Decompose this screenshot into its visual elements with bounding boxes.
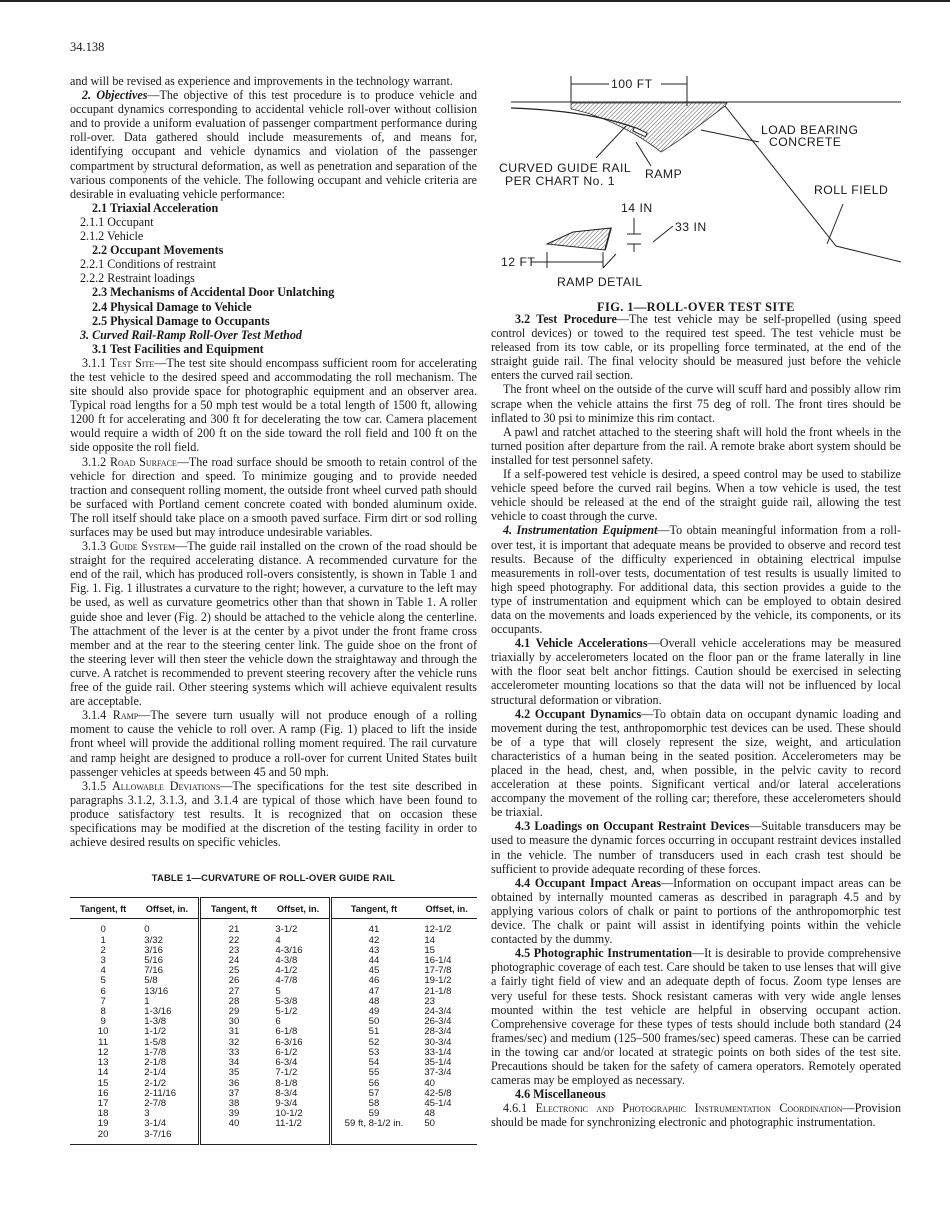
table-body-row: [70, 919, 477, 1144]
table-cell: 28-3/4: [424, 1026, 452, 1038]
outline-item: 2.1.2 Vehicle: [80, 229, 144, 244]
table-cell: 1-3/16: [144, 1006, 172, 1018]
tangent-column-2: [199, 919, 267, 1144]
section-4-5: 4.5 Photographic Instrumentation—It is desirable to provide comprehensive photographic coverage of each test. Care should be taken to use lenses that will give a fairly tight field of view and an adequate depth of focus. Zoom type lenses are very useful for these tests. Shock resistant cameras with very wide angle lenses mounted within the test vehicle are helpful in observing occupant action. Comprehensive coverage for these types of tests should include both standard (24 frames/sec) and medium (125–500 frames/sec) speed cameras. These can be carried in the towing car and/or located at strategic points on both sides of the test site. Precautions should be taken for the safety of camera operators. Remotely operated cameras may be employed as necessary.: [491, 946, 901, 1088]
table-cell: 3/16: [144, 944, 163, 956]
table-1-title: TABLE 1—CURVATURE OF ROLL-OVER GUIDE RAIL: [151, 872, 396, 884]
pawl-paragraph: A pawl and ratchet attached to the steering shaft will hold the front wheels in the turned position after departure from the rail. A remote brake abort system should be installed for test personnel safety.: [491, 424, 901, 467]
page-number: 34.138: [70, 40, 105, 54]
figure-1-caption: FIG. 1—ROLL-OVER TEST SITE: [597, 300, 795, 314]
section-3-1-heading: 3.1 Test Facilities and Equipment: [92, 341, 264, 356]
table-cell: 33: [228, 1046, 240, 1058]
table-cell: 24-3/4: [424, 1006, 452, 1018]
table-cell: 21-1/8: [424, 985, 452, 997]
per-chart-label: PER CHART No. 1: [505, 174, 615, 188]
table-cell: 55: [368, 1067, 380, 1079]
figure-1-rollover-site: [491, 66, 911, 290]
table-cell: 44: [368, 955, 380, 967]
table-cell: 29: [228, 1006, 240, 1018]
table-cell: 10-1/2: [275, 1108, 303, 1120]
table-cell: 46: [368, 975, 380, 987]
table-cell: 4-3/16: [275, 944, 303, 956]
table-cell: 8-3/4: [275, 1087, 298, 1099]
dim-14in-label: 14 IN: [621, 201, 653, 215]
table-cell: 24: [228, 955, 240, 967]
front-wheel-paragraph: The front wheel on the outside of the curve will scuff hard and possibly allow rim scrape when the vehicle attains the first 75 deg of roll. The front tires should be inflated to 30 psi to minimize this rim contact.: [491, 382, 901, 425]
dim-33in-label: 33 IN: [675, 220, 707, 234]
table-cell: 2-11/16: [144, 1087, 177, 1099]
table-cell: 6-1/8: [275, 1026, 298, 1038]
table-cell: 5/16: [144, 955, 163, 967]
section-3-2: 3.2 Test Procedure—The test vehicle may be self-propelled (using speed control devices) or towed to the required test speed. The test vehicle must be released from its tow cable, or its propelling force terminated, at the end of the straight guide rail. The final velocity should be measured just before the vehicle enters the curved rail section.: [491, 312, 901, 383]
dim-100ft-label: 100 FT: [611, 77, 653, 91]
section-3-1-5: 3.1.5 Allowable Deviations—The specifications for the test site described in paragraphs 3.1.2, 3.1.3, and 3.1.4 are typical of those which have been found to produce satisfactory test results. It is recognized that on occasion these specifications may be modified at the discretion of the testing facility in order to achieve desired results on specific vehicles.: [70, 778, 477, 850]
outline-item: 2.2 Occupant Movements: [92, 243, 224, 258]
table-cell: 59 ft, 8-1/2 in.: [344, 1118, 404, 1130]
table-cell: 13: [97, 1057, 109, 1069]
objectives-heading: Objectives: [96, 88, 148, 103]
tangent-column-1: [70, 919, 136, 1144]
section-2-objectives: 2. Objectives—The objective of this test procedure is to produce vehicle and occupant dynamics corresponding to accidental vehicle roll-over without collision and to provide a uniform evaluation of passenger compartment performance during roll-over. Data gathered should include measurements of, and means for, identifying occupant and vehicle dynamics and violation of the passenger compartment by structural deformation, as well as penetration and separation of the various components of the vehicle. The following occupant and vehicle criteria are desirable in evaluating vehicle performance:: [70, 88, 477, 201]
table-cell: 43: [368, 944, 380, 956]
table-cell: 28: [228, 995, 240, 1007]
section-3-1-2: 3.1.2 Road Surface—The road surface should be smooth to retain control of the vehicle for direction and speed. To minimize gouging and to provide needed traction and consequent rolling moment, the outside front wheel curved path should be surfaced with Portland cement concrete coated with bonded aluminum oxide. The roll itself should take place on a smooth paved surface. Firm dirt or sod rolling surfaces may be used but may introduce undesirable variables.: [70, 454, 477, 539]
table-cell: 3/32: [144, 934, 163, 946]
table-header: Tangent, ft: [330, 898, 416, 919]
table-cell: 26: [228, 975, 240, 987]
table-cell: 16-1/4: [424, 955, 452, 967]
table-cell: 9-3/4: [275, 1097, 298, 1109]
table-cell: 0: [144, 924, 150, 936]
concrete-label: CONCRETE: [769, 135, 842, 149]
table-header: Tangent, ft: [70, 898, 136, 919]
table-cell: 38: [228, 1097, 240, 1109]
table-cell: 19-1/2: [424, 975, 452, 987]
outline-item: 2.1.1 Occupant: [80, 214, 154, 229]
table-cell: 45-1/4: [424, 1097, 452, 1109]
table-cell: 1-3/8: [144, 1016, 167, 1028]
table-cell: 19: [97, 1118, 109, 1130]
table-cell: 25: [228, 965, 240, 977]
table-cell: 23: [424, 995, 435, 1007]
table-header: Offset, in.: [416, 898, 477, 919]
table-cell: 13/16: [144, 985, 169, 997]
table-cell: 40: [228, 1118, 240, 1130]
table-header: Tangent, ft: [199, 898, 267, 919]
table-cell: 3-1/4: [144, 1118, 167, 1130]
table-cell: 20: [97, 1128, 109, 1140]
table-cell: 3: [100, 955, 106, 967]
table-cell: 9: [100, 1016, 106, 1028]
table-cell: 2-1/4: [144, 1067, 167, 1079]
table-cell: 48: [368, 995, 380, 1007]
table-cell: 58: [368, 1097, 380, 1109]
ramp-detail-shape: [547, 228, 611, 250]
table-cell: 59: [368, 1108, 380, 1120]
table-cell: 8: [100, 1006, 106, 1018]
ramp-label: RAMP: [645, 167, 683, 181]
table-cell: 17: [97, 1097, 109, 1109]
table-cell: 15: [424, 944, 435, 956]
roll-field-label: ROLL FIELD: [814, 183, 889, 197]
outline-item: 2.1 Triaxial Acceleration: [92, 200, 219, 215]
table-cell: 5-1/2: [275, 1006, 298, 1018]
table-cell: 51: [368, 1026, 380, 1038]
section-4-6-1: 4.6.1 Electronic and Photographic Instrumentation Coordination—Provision should be made for synchronizing electronic and photographic instrumentation.: [491, 1101, 901, 1130]
table-cell: 42: [368, 934, 380, 946]
table-cell: 16: [97, 1087, 109, 1099]
table-cell: 1-1/2: [144, 1026, 167, 1038]
load-bearing-concrete-pad: [571, 103, 727, 152]
table-cell: 21: [228, 924, 240, 936]
table-cell: 50: [368, 1016, 380, 1028]
section-4-2: 4.2 Occupant Dynamics—To obtain data on occupant dynamic loading and movement during the test, anthropomorphic test devices can be used. These should be of a type that will closely represent the size, weight, and articulation characteristics of a human being in the seated position. Accelerometers may be placed in the head, chest, and, when possible, in the pelvic cavity to record acceleration at these points. Significant vertical and/or lateral accelerations accompany the movement of the rolling car; therefore, these accelerometers should be triaxial.: [491, 706, 901, 820]
table-header: Offset, in.: [136, 898, 199, 919]
table-cell: 33-1/4: [424, 1046, 452, 1058]
table-cell: 42-5/8: [424, 1087, 452, 1099]
table-cell: 23: [228, 944, 240, 956]
outline-item: 2.5 Physical Damage to Occupants: [92, 313, 270, 328]
self-powered-paragraph: If a self-powered test vehicle is desired, a speed control may be used to stabilize vehicle speed before the curved rail begins. When a tow vehicle is used, the test vehicle should be released at the end of the straight guide rail, allowing the test vehicle to coast through the curve.: [491, 467, 901, 524]
table-cell: 12-1/2: [424, 924, 452, 936]
ramp-detail-label: RAMP DETAIL: [557, 275, 643, 289]
load-bearing-label: LOAD BEARING: [761, 123, 859, 137]
table-cell: 30-3/4: [424, 1036, 452, 1048]
table-cell: 4-1/2: [275, 965, 298, 977]
section-3-1-4: 3.1.4 Ramp—The severe turn usually will not produce enough of a rolling moment to cause the vehicle to roll over. A ramp (Fig. 1) placed to lift the inside front wheel will provide the additional rolling moment required. The rail curvature and ramp height are designed to produce a roll-over for current United States built passenger vehicles at speeds between 45 and 50 mph.: [70, 708, 477, 779]
table-cell: 5/8: [144, 975, 158, 987]
table-cell: 34: [228, 1057, 240, 1069]
table-cell: 4-3/8: [275, 955, 298, 967]
table-cell: 1-5/8: [144, 1036, 167, 1048]
table-cell: 8-1/8: [275, 1077, 298, 1089]
table-cell: 3: [144, 1108, 150, 1120]
table-cell: 26-3/4: [424, 1016, 452, 1028]
offset-column-2: [267, 919, 330, 1144]
concrete-leader: [701, 130, 759, 142]
table-cell: 4: [275, 934, 281, 946]
table-cell: 2-7/8: [144, 1097, 167, 1109]
table-cell: 47: [368, 985, 380, 997]
table-cell: 36: [228, 1077, 240, 1089]
table-header: Offset, in.: [267, 898, 330, 919]
table-cell: 39: [228, 1108, 240, 1120]
table-cell: 6-3/4: [275, 1057, 298, 1069]
right-column: [491, 312, 901, 1129]
section-4-6-heading: 4.6 Miscellaneous: [515, 1087, 606, 1102]
outline-item: 2.2.1 Conditions of restraint: [80, 257, 217, 272]
table-cell: 35-1/4: [424, 1057, 452, 1069]
table-cell: 1-7/8: [144, 1046, 167, 1058]
dim-12ft-leader: [603, 254, 616, 268]
table-cell: 7: [100, 995, 106, 1007]
table-cell: 11: [98, 1036, 109, 1048]
table-cell: 1: [144, 995, 150, 1007]
table-cell: 0: [100, 924, 106, 936]
table-cell: 17-7/8: [424, 965, 452, 977]
table-cell: 5-3/8: [275, 995, 298, 1007]
table-cell: 7/16: [144, 965, 163, 977]
table-cell: 57: [368, 1087, 380, 1099]
table-cell: 12: [97, 1046, 109, 1058]
section-3-1-1: 3.1.1 Test Site—The test site should encompass sufficient room for accelerating the test vehicle to the desired speed and accommodating the roll mechanism. The site should also provide space for photographic equipment and an observer area. Typical road lengths for a 50 mph test would be a total length of 1500 ft, allowing 1200 ft for accelerating and 300 ft for decelerating the tow car. Camera placement would require a width of 200 ft on the side toward the roll field and 100 ft on the side opposite the roll field.: [70, 355, 477, 455]
table-cell: 22: [228, 934, 240, 946]
table-cell: 14: [424, 934, 435, 946]
table-cell: 6: [275, 1016, 281, 1028]
dim-33in-leader: [653, 226, 673, 242]
table-cell: 7-1/2: [275, 1067, 298, 1079]
table-cell: 15: [97, 1077, 109, 1089]
table-cell: 11-1/2: [275, 1118, 302, 1130]
table-cell: 18: [97, 1108, 109, 1120]
table-cell: 6-3/16: [275, 1036, 303, 1048]
outline-item: 2.3 Mechanisms of Accidental Door Unlatching: [92, 285, 335, 300]
rail-leader: [596, 126, 626, 158]
table-cell: 2: [100, 944, 106, 956]
table-cell: 6: [100, 985, 106, 997]
table-cell: 4: [100, 965, 106, 977]
table-cell: 35: [228, 1067, 240, 1079]
intro-paragraph: and will be revised as experience and improvements in the technology warrant.: [70, 74, 453, 88]
table-cell: 2-1/2: [144, 1077, 167, 1089]
table-cell: 53: [368, 1046, 380, 1058]
section-4: 4. Instrumentation Equipment—To obtain meaningful information from a roll-over test, it is important that adequate means be provided to observe and record test results. Because of the difficulty experienced in obtaining electrical impulse measurements in roll-over tests, documentation of test results is usually limited to high speed photography. For additional data, this section provides a guide to the type of instrumentation and equipment which can be employed to obtain desired data on the movements and loads experienced by the vehicle, its components, or its occupants.: [491, 523, 901, 637]
table-cell: 27: [228, 985, 240, 997]
offset-column-1: [136, 919, 199, 1144]
section-4-4: 4.4 Occupant Impact Areas—Information on occupant impact areas can be obtained by internally mounted cameras as described in paragraph 4.5 and by applying various colors of chalk or paint to portions of the anthropomorphic test device. The chalk or paint will assist in identifying points within the vehicle contacted by the dummy.: [491, 875, 901, 947]
table-cell: 30: [228, 1016, 240, 1028]
criteria-outline: [70, 201, 477, 328]
tangent-column-3: [330, 919, 416, 1144]
table-cell: 32: [228, 1036, 240, 1048]
table-cell: 3-7/16: [144, 1128, 172, 1140]
table-cell: 37: [228, 1087, 240, 1099]
table-cell: 48: [424, 1108, 435, 1120]
table-cell: 5: [100, 975, 106, 987]
table-cell: 14: [97, 1067, 109, 1079]
section-4-3: 4.3 Loadings on Occupant Restraint Devices—Suitable transducers may be used to measure the dynamic forces occurring in occupant restraint devices installed in the vehicle. The number of transducers used in each crash test should be sufficient to provide adequate recording of these forces.: [491, 819, 901, 876]
outline-item: 2.2.2 Restraint loadings: [80, 271, 195, 286]
table-cell: 6-1/2: [275, 1046, 298, 1058]
curved-guide-rail-label: CURVED GUIDE RAIL: [499, 161, 632, 175]
top-rule: [0, 0, 950, 2]
table-cell: 52: [368, 1036, 380, 1048]
table-cell: 49: [368, 1006, 380, 1018]
table-cell: 56: [368, 1077, 380, 1089]
section-3-1-3: 3.1.3 Guide System—The guide rail installed on the crown of the road should be straight for the required accelerating distance. A recommended curvature for the end of the rail, which has produced roll-overs consistently, is shown in Table 1 and Fig. 1. Fig. 1 illustrates a curvature to the right; however, a curvature to the left may be used, as well as curvature geometrics other than that shown in Table 1. A roller guide shoe and lever (Fig. 2) should be attached to the vehicle along the centerline. The attachment of the lever is at the center by a pivot under the front frame cross member and at the rear to the steering center link. The guide shoe on the front of the steering lever will then steer the vehicle down the straightaway and through the curve. A ratchet is recommended to prevent steering recovery after the vehicle runs free of the guide rail. Other steering systems which will achieve equivalent results are acceptable.: [70, 539, 478, 709]
table-cell: 1: [100, 934, 106, 946]
table-cell: 5: [275, 985, 281, 997]
outline-item: 2.4 Physical Damage to Vehicle: [92, 299, 252, 314]
roll-field-leader: [827, 204, 843, 244]
table-cell: 4-7/8: [275, 975, 298, 987]
table-cell: 54: [368, 1057, 380, 1069]
table-cell: 41: [368, 924, 380, 936]
table-cell: 50: [424, 1118, 435, 1130]
offset-column-3: [416, 919, 477, 1144]
ramp-leader: [636, 142, 651, 166]
table-cell: 45: [368, 965, 380, 977]
table-cell: 37-3/4: [424, 1067, 452, 1079]
dim-12ft-label: 12 FT: [501, 255, 536, 269]
table-cell: 3-1/2: [275, 924, 298, 936]
table-header-row: [70, 898, 477, 919]
curvature-table: [70, 897, 477, 1144]
table-cell: 31: [228, 1026, 240, 1038]
section-4-1: 4.1 Vehicle Accelerations—Overall vehicle accelerations may be measured triaxially by accelerometers located on the floor pan or the frame laterally in line with the floor seat belt anchor fittings. Caution should be exercised in selecting accelerometer mounting locations so that the data will not be influenced by local structural deformation or vibration.: [491, 636, 901, 707]
table-cell: 10: [97, 1026, 109, 1038]
table-cell: 2-1/8: [144, 1057, 167, 1069]
section-3-heading: 3. Curved Rail-Ramp Roll-Over Test Method: [80, 327, 302, 342]
table-cell: 40: [424, 1077, 435, 1089]
left-column: [70, 74, 477, 1145]
